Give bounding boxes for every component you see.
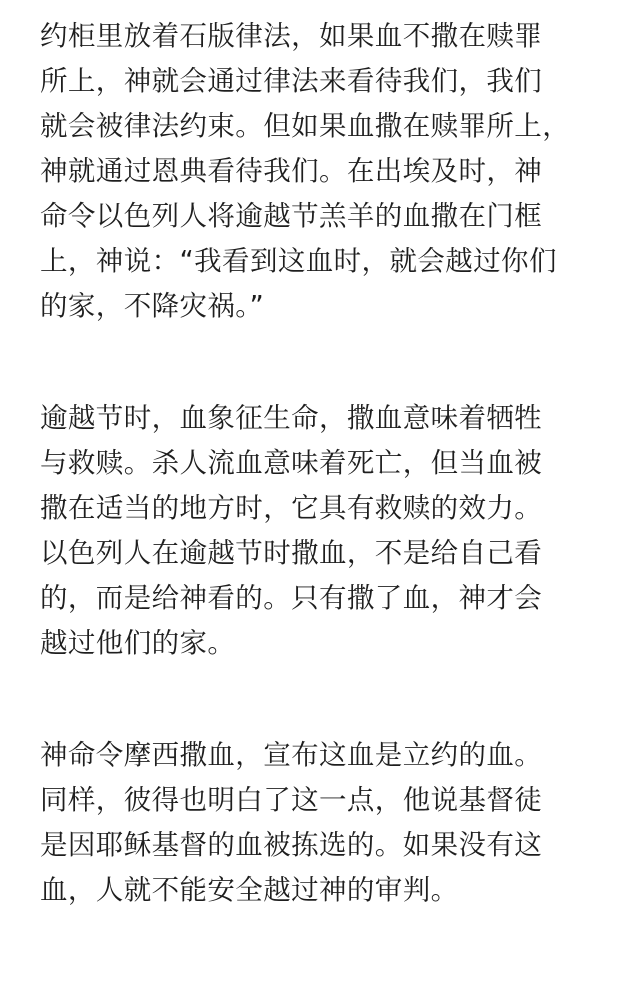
paragraph-passover-blood	[40, 396, 596, 666]
text-line: 神命令摩西撒血，宣布这血是立约的血。	[40, 739, 543, 771]
text-line: 就会被律法约束。但如果血撒在赎罪所上，	[40, 110, 571, 142]
text-line: 所上，神就会通过律法来看待我们，我们	[40, 65, 543, 97]
paragraph-covenant-blood	[40, 733, 596, 913]
text-line: 同样，彼得也明白了这一点，他说基督徒	[40, 784, 543, 816]
article-body	[40, 14, 596, 913]
paragraph-ark-of-covenant	[40, 14, 596, 329]
text-line: 约柜里放着石版律法，如果血不撒在赎罪	[40, 20, 543, 52]
text-line: 神就通过恩典看待我们。在出埃及时，神	[40, 155, 543, 187]
text-line: 的，而是给神看的。只有撒了血，神才会	[40, 582, 543, 614]
text-line: 撒在适当的地方时，它具有救赎的效力。	[40, 492, 543, 524]
text-line: 命令以色列人将逾越节羔羊的血撒在门框	[40, 200, 543, 232]
text-line: 是因耶稣基督的血被拣选的。如果没有这	[40, 829, 543, 861]
text-line: 以色列人在逾越节时撒血，不是给自己看	[40, 537, 543, 569]
text-line: 越过他们的家。	[40, 627, 236, 659]
text-line: 上，神说：“我看到这血时，就会越过你们	[40, 245, 557, 277]
text-line: 的家，不降灾祸。”	[40, 290, 265, 322]
text-line: 与救赎。杀人流血意味着死亡，但当血被	[40, 447, 543, 479]
text-line: 血，人就不能安全越过神的审判。	[40, 874, 459, 906]
text-line: 逾越节时，血象征生命，撒血意味着牺牲	[40, 402, 543, 434]
